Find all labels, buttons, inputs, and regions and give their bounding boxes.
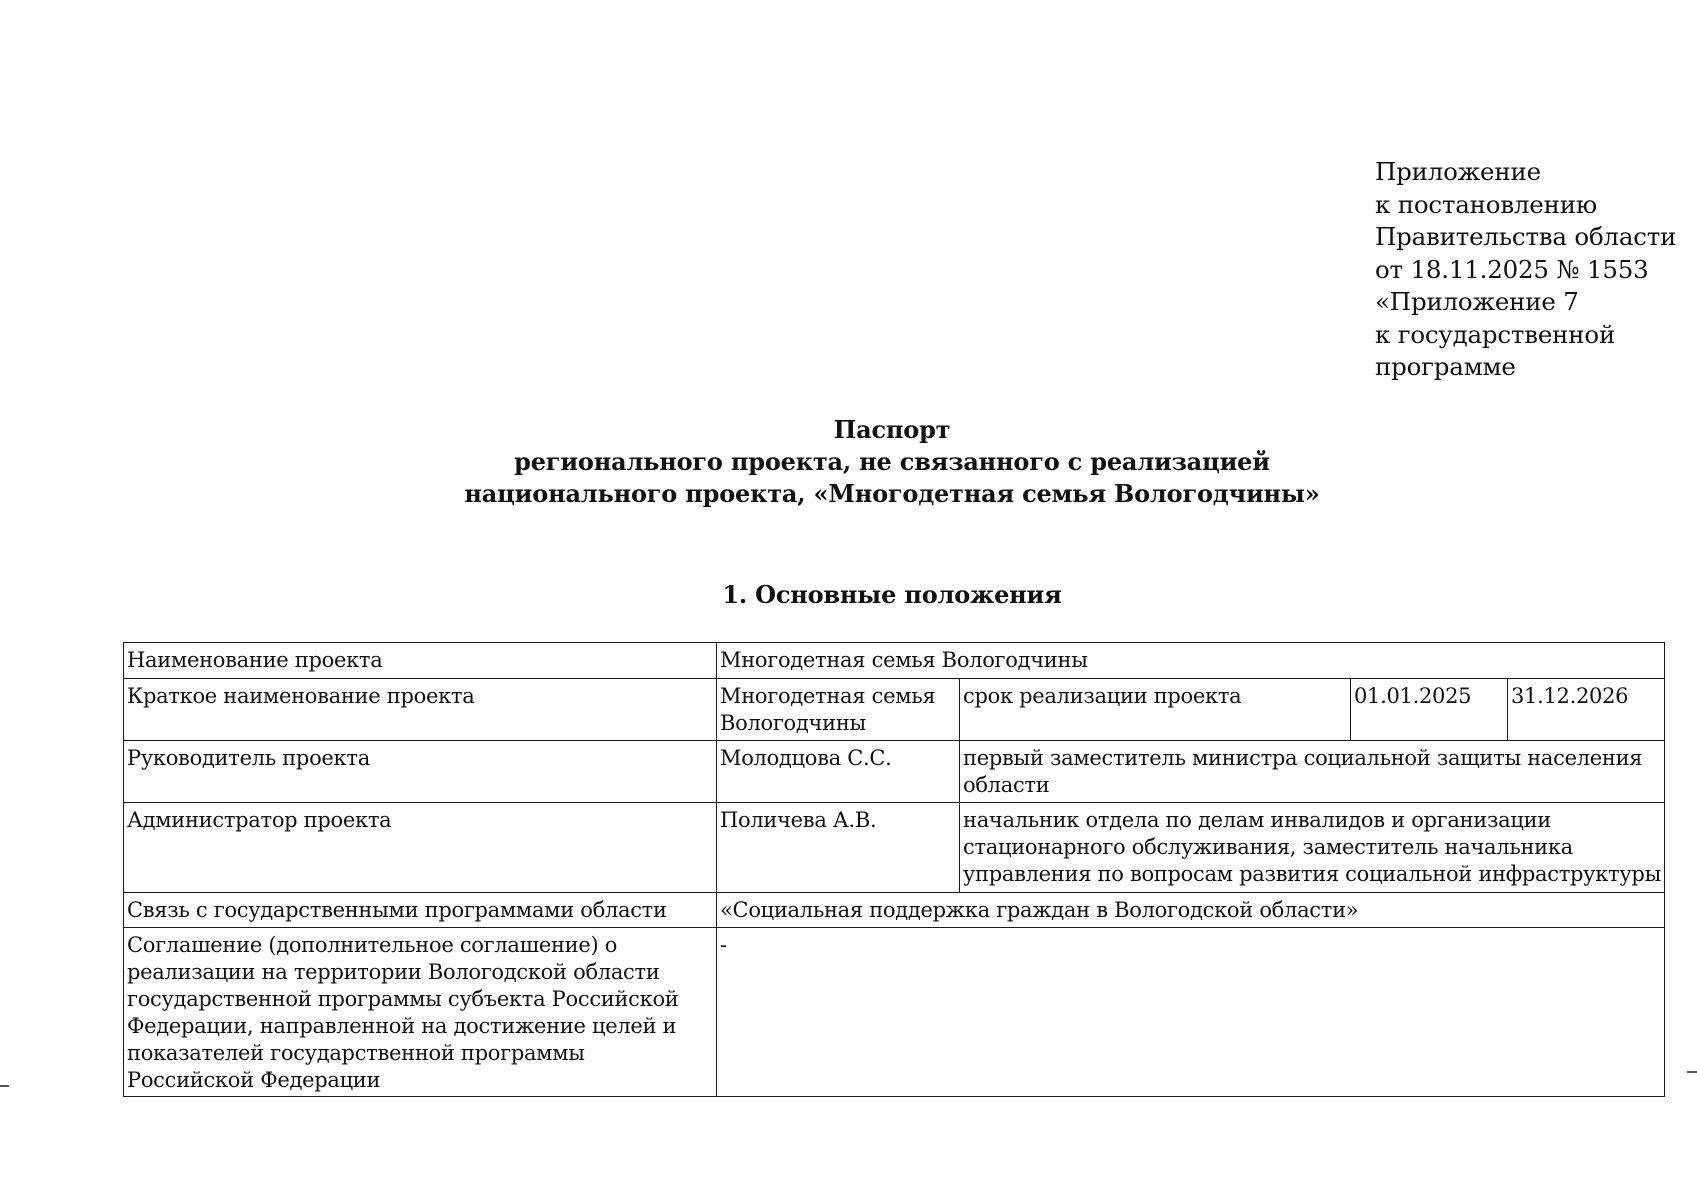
title-line: Паспорт xyxy=(833,415,951,444)
row-value: Многодетная семья Вологодчины xyxy=(717,643,1665,679)
table-row xyxy=(124,643,1665,679)
table-row xyxy=(124,741,1665,803)
position-cell: первый заместитель министра социальной защиты населения области xyxy=(960,741,1665,803)
row-value: - xyxy=(717,928,1665,1097)
section-heading: 1. Основные положения xyxy=(722,580,1062,609)
name-cell: Молодцова С.С. xyxy=(717,741,960,803)
scan-mark xyxy=(1687,1071,1697,1073)
document-title xyxy=(0,414,1697,510)
row-label: Администратор проекта xyxy=(124,803,717,893)
start-date-cell: 01.01.2025 xyxy=(1351,679,1508,741)
passport-table xyxy=(123,642,1665,1097)
appendix-line: «Приложение 7 xyxy=(1375,287,1579,316)
row-label: Связь с государственными программами области xyxy=(124,893,717,928)
appendix-line: к постановлению xyxy=(1375,189,1597,219)
short-name-cell: Многодетная семья Вологодчины xyxy=(717,679,960,741)
row-value: «Социальная поддержка граждан в Вологодской области» xyxy=(717,893,1665,928)
appendix-line: к государственной xyxy=(1375,319,1616,349)
appendix-line: Правительства области xyxy=(1375,222,1677,251)
position-cell: начальник отдела по делам инвалидов и организации стационарного обслуживания, заместитель начальника управления по вопросам развития социальной инфраструктуры xyxy=(960,803,1665,893)
title-line: национального проекта, «Многодетная семья Вологодчины» xyxy=(464,479,1320,508)
appendix-line: от 18.11.2025 № 1553 xyxy=(1375,254,1649,284)
scan-mark xyxy=(0,1085,9,1087)
appendix-line: программе xyxy=(1375,352,1516,381)
name-cell: Поличева А.В. xyxy=(717,803,960,893)
row-label: Наименование проекта xyxy=(124,643,717,679)
row-label: Руководитель проекта xyxy=(124,741,717,803)
table-row xyxy=(124,679,1665,741)
title-line: регионального проекта, не связанного с реализацией xyxy=(514,447,1270,476)
appendix-line: Приложение xyxy=(1375,157,1541,186)
end-date-cell: 31.12.2026 xyxy=(1508,679,1665,741)
table-row xyxy=(124,803,1665,893)
table-row xyxy=(124,928,1665,1097)
row-label: Краткое наименование проекта xyxy=(124,679,717,741)
appendix-note xyxy=(1375,156,1676,384)
table-row xyxy=(124,893,1665,928)
term-label-cell: срок реализации проекта xyxy=(960,679,1351,741)
row-label: Соглашение (дополнительное соглашение) о реализации на территории Вологодской области государственной программы субъекта Российской Федерации, направленной на достижение целей и показателей государственной программы Российской Федерации xyxy=(124,928,717,1097)
